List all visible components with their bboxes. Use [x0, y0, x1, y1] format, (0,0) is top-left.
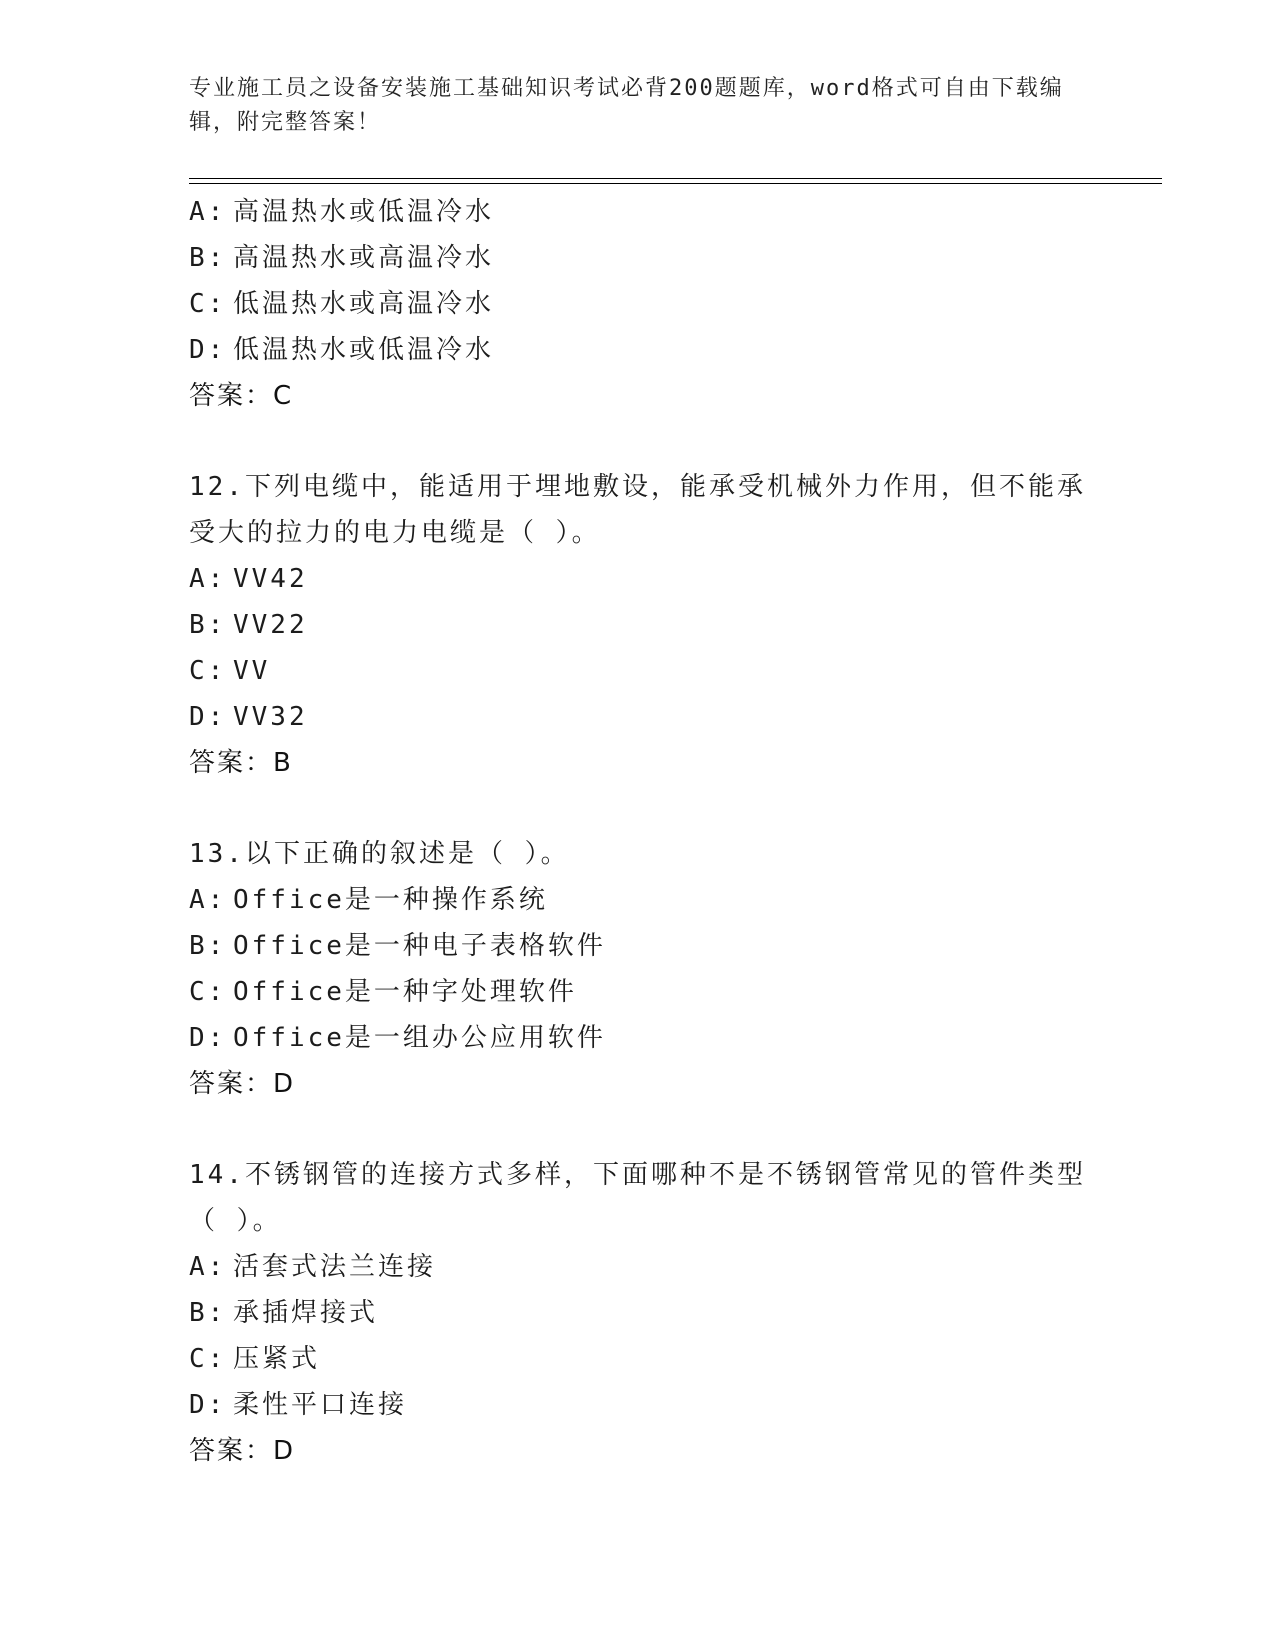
question-stem: 13.以下正确的叙述是（ ）。: [189, 839, 570, 869]
option-a: A: 高温热水或低温冷水: [189, 197, 495, 227]
answer-label: 答案：C: [189, 381, 294, 411]
option-b: B: 承插焊接式: [189, 1298, 379, 1328]
option-a: A: 活套式法兰连接: [189, 1252, 437, 1282]
answer-label: 答案：B: [189, 748, 293, 778]
question-12: [189, 464, 1089, 786]
question-13: [189, 831, 1089, 1107]
document-title: 专业施工员之设备安装施工基础知识考试必背200题题库，word格式可自由下载编辑，附完整答案！: [189, 76, 1064, 135]
answer-label: 答案：D: [189, 1069, 296, 1099]
option-b: B: 高温热水或高温冷水: [189, 243, 495, 273]
question-stem: 12.下列电缆中，能适用于埋地敷设，能承受机械外力作用，但不能承 受大的拉力的电力电缆是（ ）。: [189, 472, 1086, 548]
question-list: [189, 189, 1089, 1474]
option-b: B: Office是一种电子表格软件: [189, 931, 606, 961]
answer-label: 答案：D: [189, 1436, 296, 1466]
spacer: [189, 1107, 1089, 1152]
option-a: A: VV42: [189, 564, 308, 594]
option-c: C: Office是一种字处理软件: [189, 977, 577, 1007]
option-c: C: VV: [189, 656, 271, 686]
option-c: C: 压紧式: [189, 1344, 321, 1374]
option-d: D: VV32: [189, 702, 308, 732]
spacer: [189, 786, 1089, 831]
option-a: A: Office是一种操作系统: [189, 885, 548, 915]
question-11-continued: [189, 189, 1089, 419]
option-d: D: 低温热水或低温冷水: [189, 335, 495, 365]
question-stem: 14.不锈钢管的连接方式多样，下面哪种不是不锈钢管常见的管件类型 （ ）。: [189, 1160, 1086, 1236]
header-divider-top: [189, 178, 1162, 179]
option-c: C: 低温热水或高温冷水: [189, 289, 495, 319]
question-14: [189, 1152, 1089, 1474]
option-d: D: Office是一组办公应用软件: [189, 1023, 606, 1053]
header-divider-bottom: [189, 183, 1162, 184]
spacer: [189, 419, 1089, 464]
option-b: B: VV22: [189, 610, 308, 640]
option-d: D: 柔性平口连接: [189, 1390, 408, 1420]
